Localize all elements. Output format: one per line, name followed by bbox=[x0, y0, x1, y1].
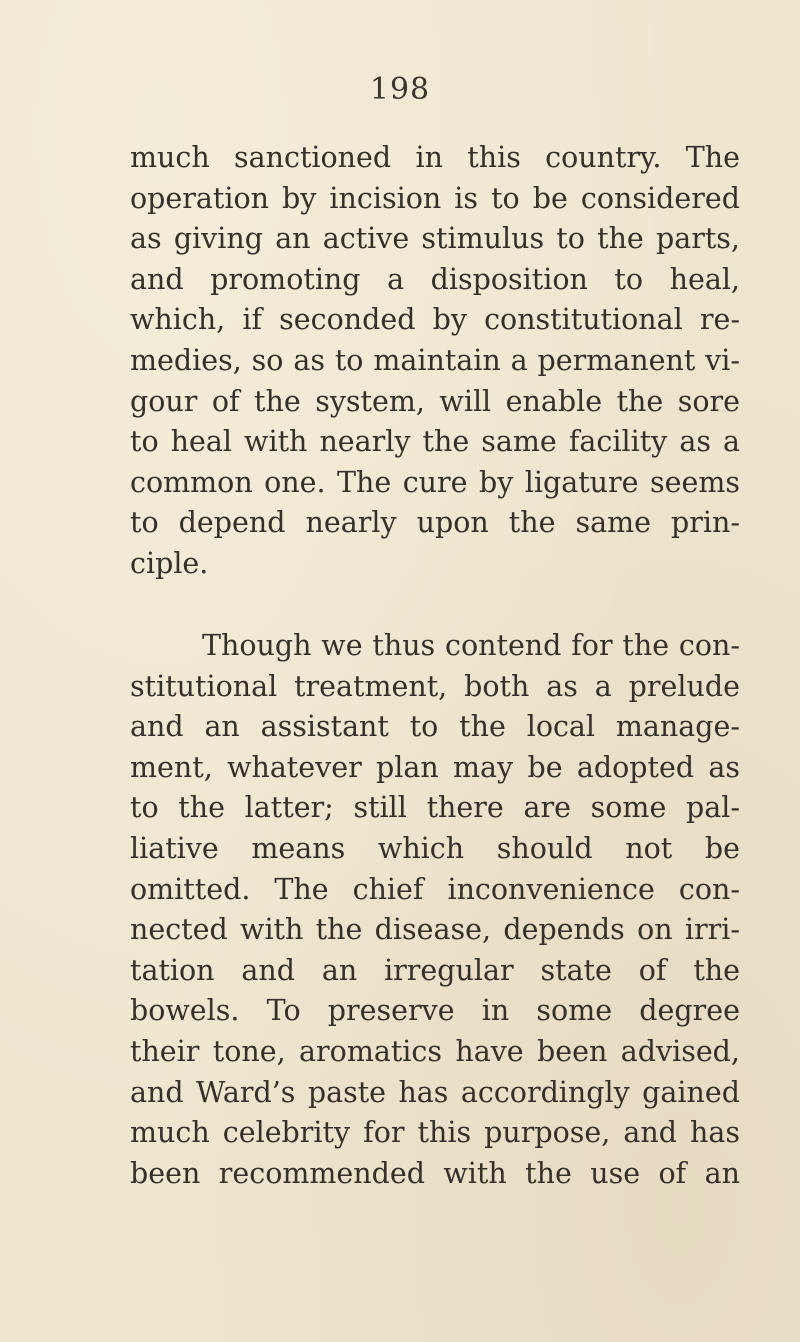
text-line: operation by incision is to be considered bbox=[130, 181, 740, 215]
paragraph-1 bbox=[130, 138, 740, 585]
text-line: much sanctioned in this country. The bbox=[130, 141, 740, 174]
text-line: and promoting a disposition to heal, bbox=[130, 262, 740, 296]
text-line: gour of the system, will enable the sore bbox=[130, 384, 740, 418]
text-line: stitutional treatment, both as a prelude bbox=[130, 669, 740, 703]
text-line: tation and an irregular state of the bbox=[130, 953, 740, 987]
text-line: to the latter; still there are some pal- bbox=[130, 791, 740, 825]
paragraph-2 bbox=[130, 626, 740, 1194]
text-line: and an assistant to the local manage- bbox=[130, 710, 740, 744]
text-line: and Ward’s paste has accordingly gained bbox=[130, 1075, 740, 1109]
text-line: their tone, aromatics have been advised, bbox=[130, 1034, 740, 1068]
text-line: been recommended with the use of an bbox=[130, 1156, 740, 1190]
text-line: omitted. The chief inconvenience con- bbox=[130, 872, 740, 906]
text-line: ciple. bbox=[130, 546, 209, 580]
text-line: as giving an active stimulus to the parts, bbox=[130, 222, 740, 256]
text-line: nected with the disease, depends on irri- bbox=[130, 913, 740, 947]
page-number: 198 bbox=[369, 72, 431, 107]
text-line: common one. The cure by ligature seems bbox=[130, 465, 740, 499]
text-line: liative means which should not be bbox=[130, 831, 740, 865]
text-line: bowels. To preserve in some degree bbox=[130, 994, 740, 1028]
text-line: Though we thus contend for the con- bbox=[202, 629, 740, 662]
text-line: to depend nearly upon the same prin- bbox=[130, 506, 740, 540]
text-line: much celebrity for this purpose, and has bbox=[130, 1116, 740, 1150]
text-line: medies, so as to maintain a permanent vi- bbox=[130, 343, 740, 377]
text-line: to heal with nearly the same facility as a bbox=[130, 425, 740, 459]
text-line: which, if seconded by constitutional re- bbox=[130, 303, 740, 337]
text-line: ment, whatever plan may be adopted as bbox=[130, 750, 740, 784]
